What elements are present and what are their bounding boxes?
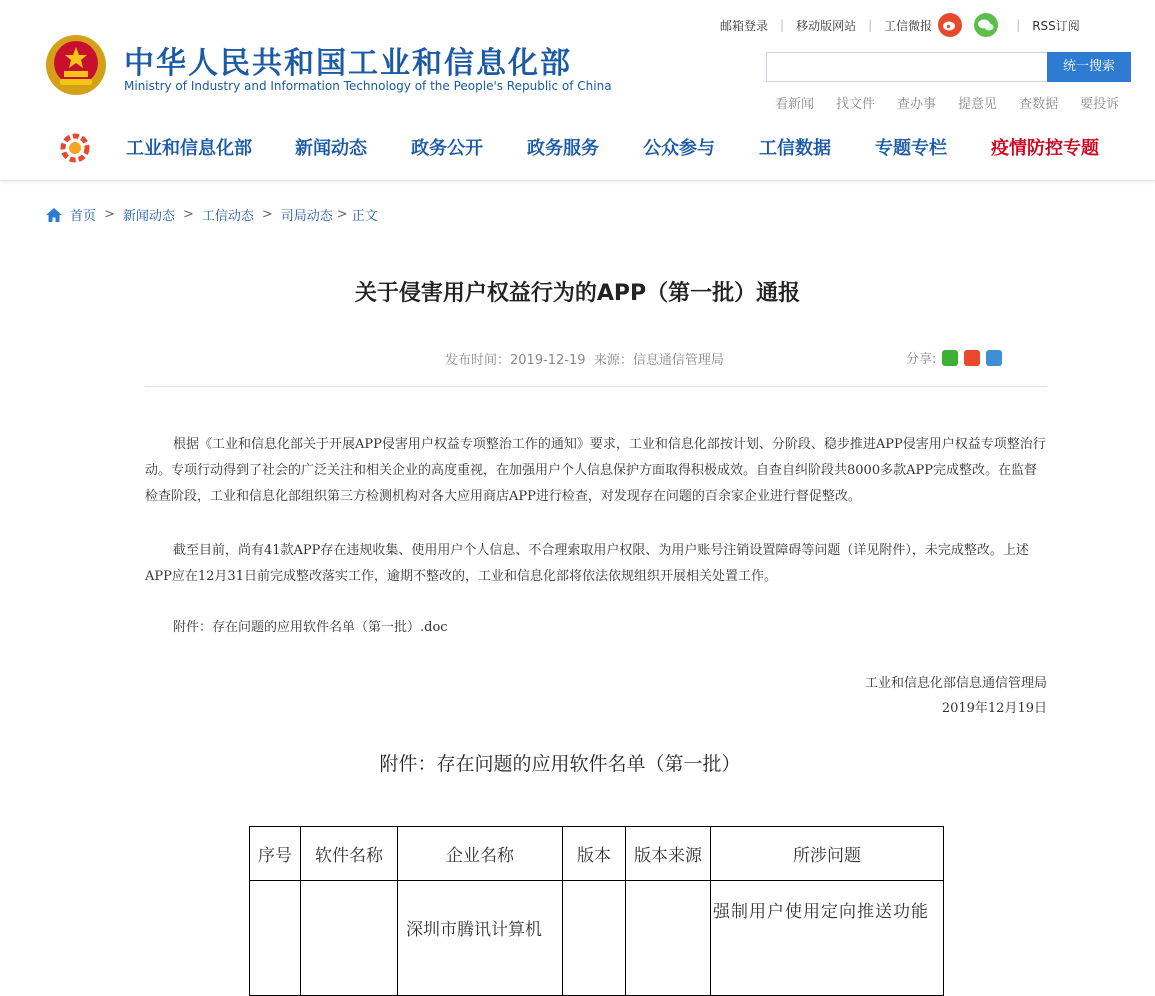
weibo-icon[interactable] xyxy=(938,13,962,37)
nav-item-epidemic[interactable]: 疫情防控专题 xyxy=(991,138,1099,159)
table-cell: 深圳市腾讯计算机 xyxy=(398,881,563,996)
qq-share-icon[interactable] xyxy=(986,350,1002,366)
search-input[interactable] xyxy=(766,52,1048,82)
breadcrumb-separator: > xyxy=(182,207,194,222)
weibo-link[interactable]: 工信微报 xyxy=(884,18,933,33)
share-label: 分享: xyxy=(906,352,937,367)
app-list-table xyxy=(249,826,944,996)
site-subtitle: Ministry of Industry and Information Technology of the People's Republic of China xyxy=(124,79,612,93)
breadcrumb-current: 正文 xyxy=(351,209,378,224)
mail-login-link[interactable]: 邮箱登录 xyxy=(720,18,769,33)
quick-links xyxy=(775,93,1119,112)
search-button[interactable]: 统一搜索 xyxy=(1047,52,1131,82)
nav-logo-icon[interactable] xyxy=(60,133,90,163)
separator: | xyxy=(1016,18,1021,32)
home-icon[interactable] xyxy=(46,208,62,222)
table-header: 版本来源 xyxy=(626,827,711,881)
nav-item-miit[interactable]: 工业和信息化部 xyxy=(126,138,252,159)
breadcrumb-separator: > xyxy=(336,207,348,222)
table-row xyxy=(250,881,944,996)
table-cell xyxy=(250,881,301,996)
wechat-icon[interactable] xyxy=(974,13,998,37)
table-cell xyxy=(301,881,398,996)
article-paragraph: 截至目前，尚有41款APP存在违规收集、使用用户个人信息、不合理索取用户权限、为用户账号注销设置障碍等问题（详见附件），未完成整改。上述APP应在12月31日前完成整改落实工作，逾期不整改的，工业和信息化部将依法依规组织开展相关处置工作。 xyxy=(145,543,1029,584)
rss-link[interactable]: RSS订阅 xyxy=(1032,18,1080,33)
nav-item-topics[interactable]: 专题专栏 xyxy=(875,138,947,159)
annex-title: 附件：存在问题的应用软件名单（第一批） xyxy=(379,753,741,775)
wechat-share-icon[interactable] xyxy=(942,350,958,366)
table-header: 所涉问题 xyxy=(711,827,944,881)
national-emblem-icon xyxy=(44,33,108,97)
quick-link-services[interactable]: 查办事 xyxy=(897,97,937,112)
table-header: 软件名称 xyxy=(301,827,398,881)
table-header: 序号 xyxy=(250,827,301,881)
nav-item-participation[interactable]: 公众参与 xyxy=(643,138,715,159)
table-header: 企业名称 xyxy=(398,827,563,881)
nav-item-data[interactable]: 工信数据 xyxy=(759,138,831,159)
quick-link-data[interactable]: 查数据 xyxy=(1019,97,1059,112)
breadcrumb-separator: > xyxy=(261,207,273,222)
quick-link-feedback[interactable]: 提意见 xyxy=(958,97,998,112)
signature-date: 2019年12月19日 xyxy=(941,701,1047,716)
share-bar xyxy=(906,348,1002,367)
nav-item-news[interactable]: 新闻动态 xyxy=(295,138,367,159)
breadcrumb-bureau-news[interactable]: 司局动态 xyxy=(280,209,333,224)
table-header: 版本 xyxy=(563,827,626,881)
separator: | xyxy=(868,18,873,32)
attachment-link[interactable]: 附件：存在问题的应用软件名单（第一批）.doc xyxy=(173,620,448,635)
table-header-row xyxy=(250,827,944,881)
signature: 工业和信息化部信息通信管理局 xyxy=(864,676,1047,691)
table-cell xyxy=(563,881,626,996)
top-links xyxy=(720,13,1080,37)
article-title: 关于侵害用户权益行为的APP（第一批）通报 xyxy=(354,281,801,306)
breadcrumb xyxy=(46,205,378,224)
divider xyxy=(145,386,1047,387)
weibo-share-icon[interactable] xyxy=(964,350,980,366)
quick-link-files[interactable]: 找文件 xyxy=(836,97,876,112)
mobile-site-link[interactable]: 移动版网站 xyxy=(796,18,857,33)
breadcrumb-news[interactable]: 新闻动态 xyxy=(122,209,175,224)
article-paragraph: 根据《工业和信息化部关于开展APP侵害用户权益专项整治工作的通知》要求，工业和信息化部按计划、分阶段、稳步推进APP侵害用户权益专项整治行动。专项行动得到了社会的广泛关注和相关企业的高度重视，在加强用户个人信息保护方面取得积极成效。自查自纠阶段共8000多款APP完成整改。在监督检查阶段，工业和信息化部组织第三方检测机构对各大应用商店APP进行检查，对发现存在问题的百余家企业进行督促整改。 xyxy=(145,437,1046,504)
breadcrumb-miit-news[interactable]: 工信动态 xyxy=(201,209,254,224)
table-cell: 强制用户使用定向推送功能 xyxy=(711,881,944,996)
nav-item-public-affairs[interactable]: 政务公开 xyxy=(411,138,483,159)
separator: | xyxy=(780,18,785,32)
breadcrumb-home[interactable]: 首页 xyxy=(70,209,97,224)
breadcrumb-separator: > xyxy=(104,207,115,222)
table-cell xyxy=(626,881,711,996)
site-title[interactable]: 中华人民共和国工业和信息化部 xyxy=(124,46,572,81)
quick-link-complaint[interactable]: 要投诉 xyxy=(1080,97,1120,112)
quick-link-news[interactable]: 看新闻 xyxy=(775,97,815,112)
nav-item-services[interactable]: 政务服务 xyxy=(527,138,599,159)
article-meta: 发布时间：2019-12-19 来源：信息通信管理局 xyxy=(445,353,724,368)
